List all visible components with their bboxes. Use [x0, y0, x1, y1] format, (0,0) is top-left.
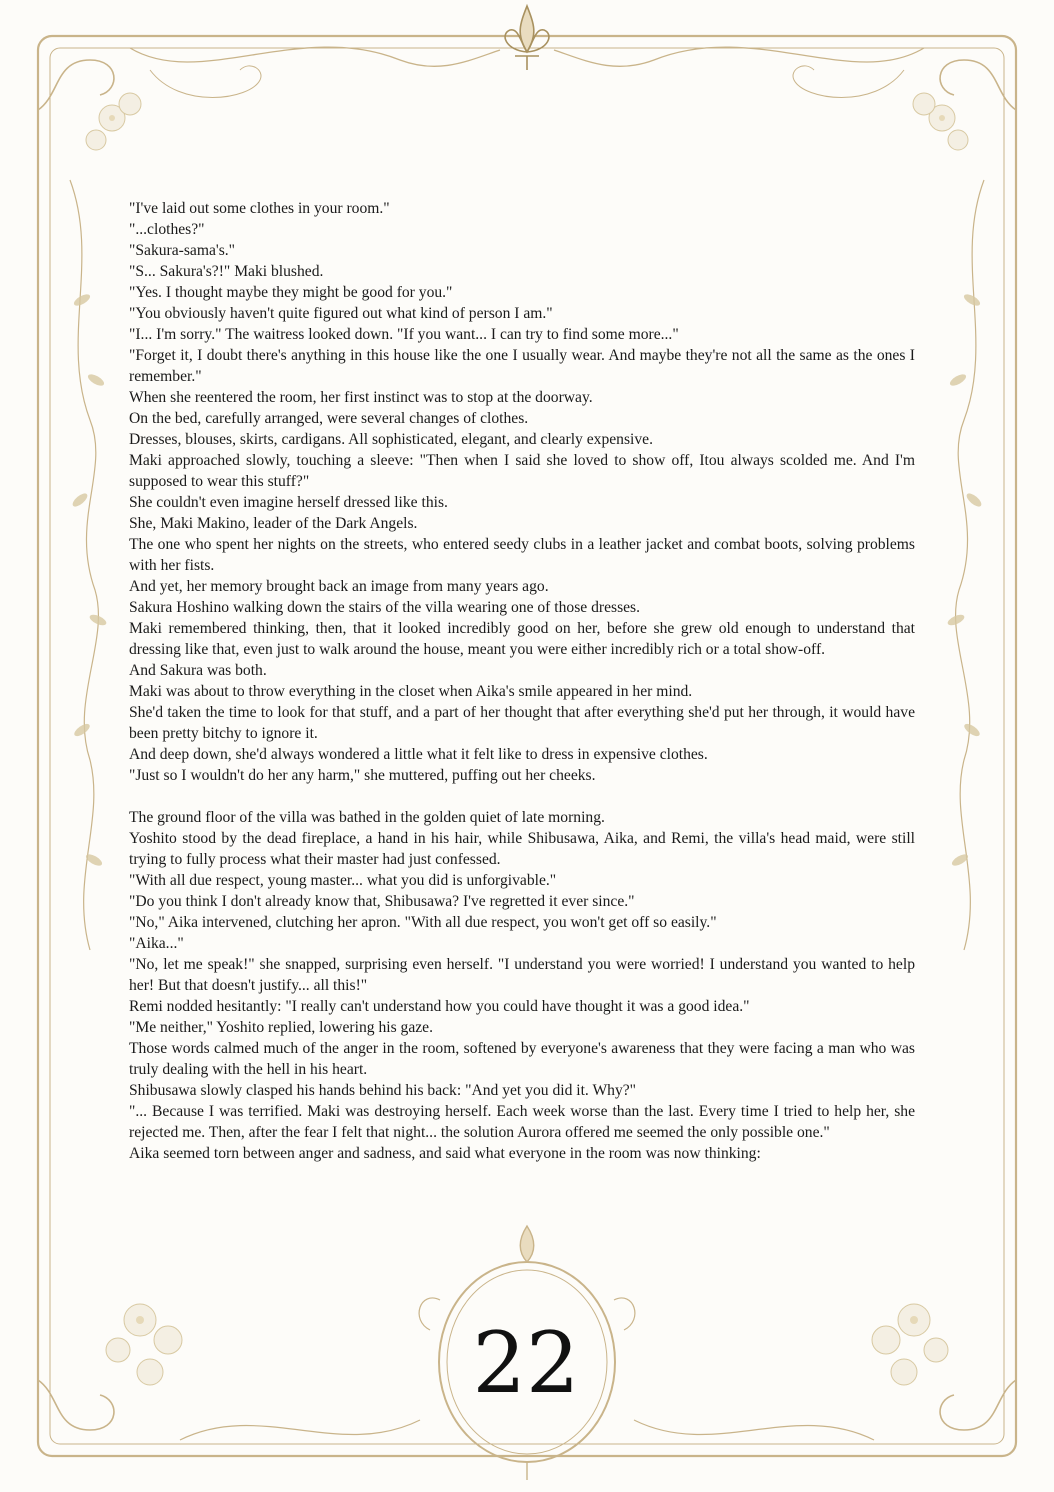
paragraph: She couldn't even imagine herself dressed like this. — [129, 494, 448, 511]
page-number: 22 — [472, 1314, 580, 1412]
paragraph: "Just so I wouldn't do her any harm," she muttered, puffing out her cheeks. — [129, 767, 596, 784]
paragraph: The ground floor of the villa was bathed in the golden quiet of late morning. — [129, 809, 605, 826]
paragraph: Shibusawa slowly clasped his hands behind his back: "And yet you did it. Why?" — [129, 1082, 637, 1099]
paragraph: "S... Sakura's?!" Maki blushed. — [129, 263, 324, 280]
paragraph: "Forget it, I doubt there's anything in this house like the one I usually wear. And maybe they're not all the same as the ones I remember." — [129, 347, 915, 385]
paragraph: "Me neither," Yoshito replied, lowering his gaze. — [129, 1019, 434, 1036]
paragraph: "No, let me speak!" she snapped, surprising even herself. "I understand you were worried! I understand you wanted to help her! But that doesn't justify... all this!" — [129, 956, 915, 994]
paragraph: Maki remembered thinking, then, that it looked incredibly good on her, before she grew old enough to understand that dressing like that, even just to walk around the house, meant you were either incredibly rich or a total show-off. — [129, 620, 915, 658]
paragraph: Remi nodded hesitantly: "I really can't understand how you could have thought it was a good idea." — [129, 998, 750, 1015]
fleur-de-lis-icon — [505, 6, 549, 70]
paragraph: "Do you think I don't already know that, Shibusawa? I've regretted it ever since." — [129, 893, 635, 910]
paragraph: She, Maki Makino, leader of the Dark Angels. — [129, 515, 418, 532]
paragraph: When she reentered the room, her first instinct was to stop at the doorway. — [129, 389, 593, 406]
paragraph: Maki approached slowly, touching a sleeve: "Then when I said she loved to show off, Itou always scolded me. And I'm supposed to wear this stuff?" — [129, 452, 915, 490]
story-text — [129, 198, 915, 1164]
paragraph — [129, 786, 915, 807]
paragraph: She'd taken the time to look for that stuff, and a part of her thought that after everything she'd put her through, it would have been pretty bitchy to ignore it. — [129, 704, 915, 742]
paragraph: "Yes. I thought maybe they might be good for you." — [129, 284, 453, 301]
paragraph: "Aika..." — [129, 935, 184, 952]
paragraph: Yoshito stood by the dead fireplace, a hand in his hair, while Shibusawa, Aika, and Remi, the villa's head maid, were still trying to fully process what their master had just confessed. — [129, 830, 915, 868]
paragraph: "You obviously haven't quite figured out what kind of person I am." — [129, 305, 553, 322]
paragraph: The one who spent her nights on the streets, who entered seedy clubs in a leather jacket and combat boots, solving problems with her fists. — [129, 536, 915, 574]
paragraph: "I've laid out some clothes in your room." — [129, 200, 390, 217]
paragraph: On the bed, carefully arranged, were several changes of clothes. — [129, 410, 529, 427]
paragraph: And yet, her memory brought back an image from many years ago. — [129, 578, 549, 595]
paragraph: "I... I'm sorry." The waitress looked down. "If you want... I can try to find some more..." — [129, 326, 679, 343]
paragraph: "... Because I was terrified. Maki was destroying herself. Each week worse than the last. Every time I tried to help her, she rejected me. Then, after the fear I felt that night... the solution Aurora offered me seemed the only possible one." — [129, 1103, 915, 1141]
paragraph: Sakura Hoshino walking down the stairs of the villa wearing one of those dresses. — [129, 599, 641, 616]
paragraph: Those words calmed much of the anger in the room, softened by everyone's awareness that they were facing a man who was truly dealing with the hell in his heart. — [129, 1040, 915, 1078]
paragraph: "With all due respect, young master... what you did is unforgivable." — [129, 872, 557, 889]
paragraph: Dresses, blouses, skirts, cardigans. All sophisticated, elegant, and clearly expensive. — [129, 431, 653, 448]
paragraph: "Sakura-sama's." — [129, 242, 236, 259]
paragraph: Aika seemed torn between anger and sadness, and said what everyone in the room was now thinking: — [129, 1145, 761, 1162]
paragraph: And deep down, she'd always wondered a little what it felt like to dress in expensive clothes. — [129, 746, 708, 763]
paragraph: And Sakura was both. — [129, 662, 267, 679]
paragraph: Maki was about to throw everything in the closet when Aika's smile appeared in her mind. — [129, 683, 693, 700]
paragraph: "...clothes?" — [129, 221, 205, 238]
paragraph: "No," Aika intervened, clutching her apron. "With all due respect, you won't get off so easily." — [129, 914, 717, 931]
